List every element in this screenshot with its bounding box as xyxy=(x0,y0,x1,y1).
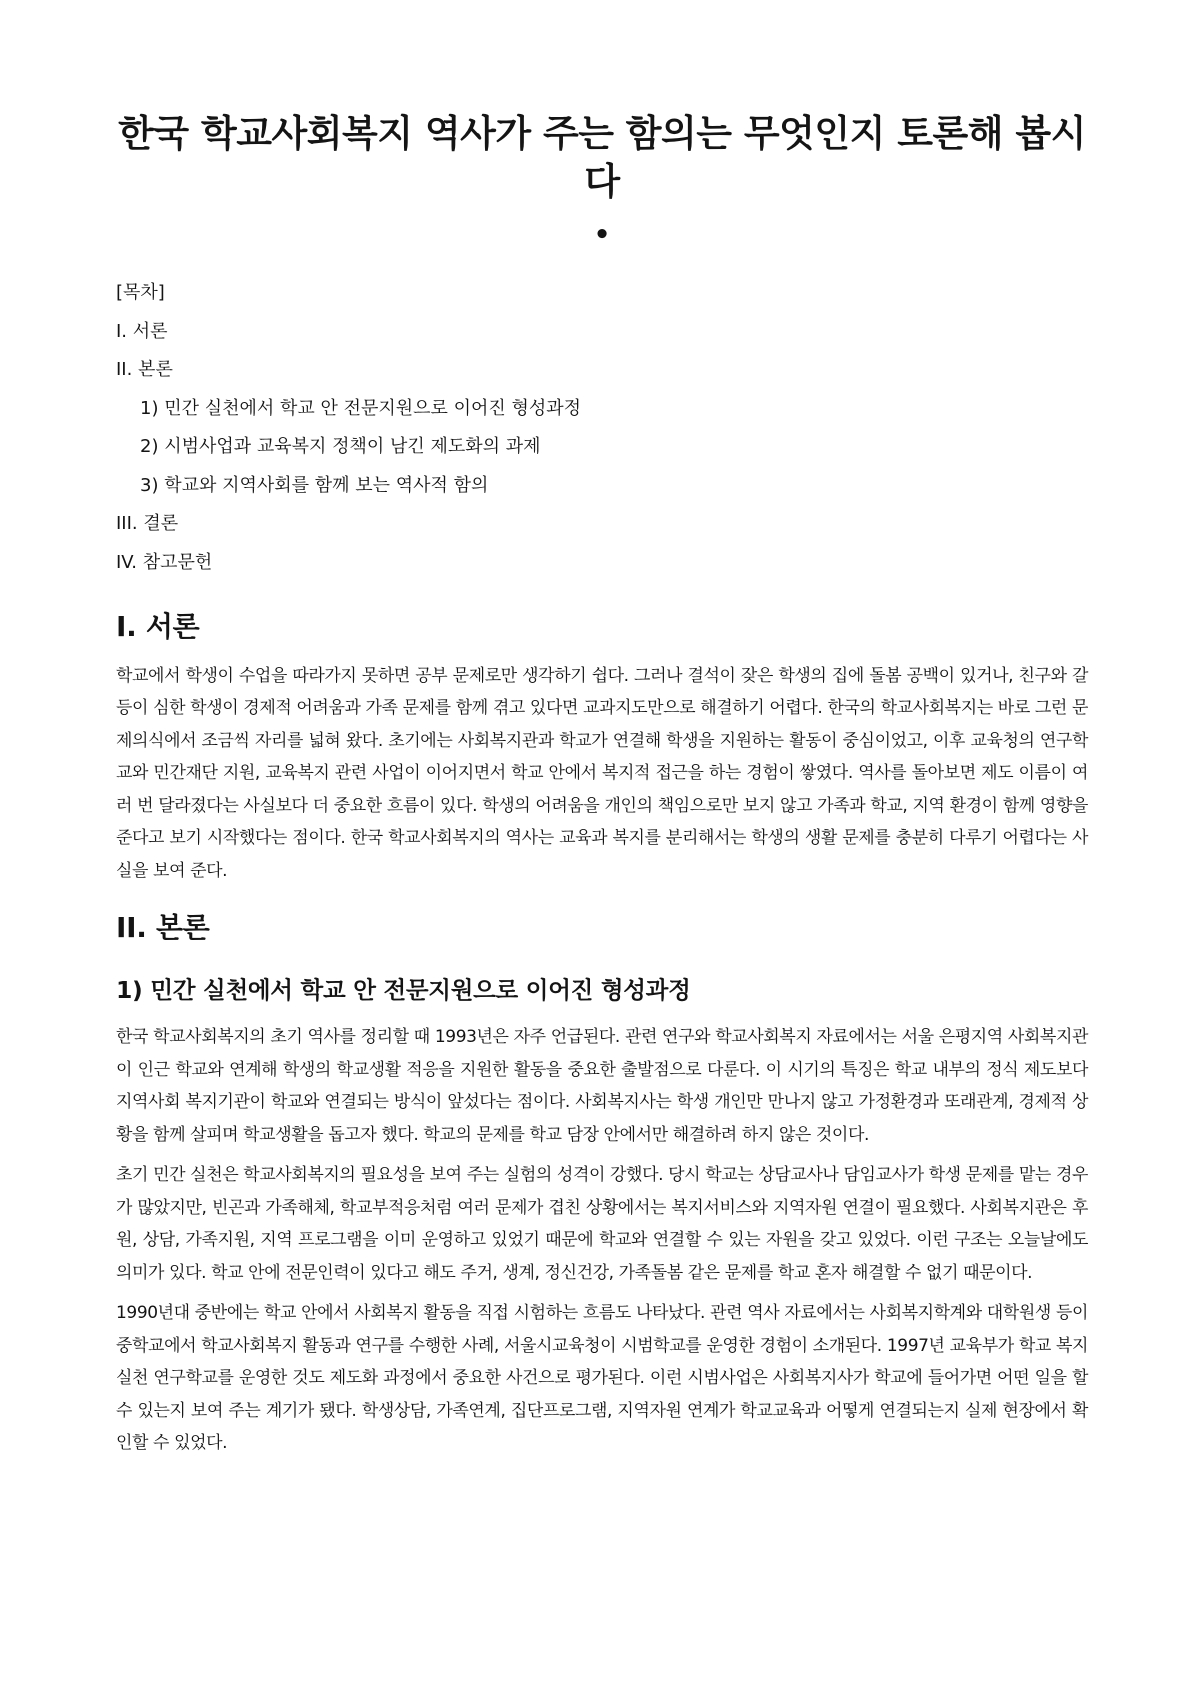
body-subheading-1: 1) 민간 실천에서 학교 안 전문지원으로 이어진 형성과정 xyxy=(116,976,691,1005)
toc-item-introduction: I. 서론 xyxy=(116,320,168,342)
title-bullet-dot: • xyxy=(593,220,611,251)
body-heading: II. 본론 xyxy=(116,911,210,945)
toc-item-body-sub1: 1) 민간 실천에서 학교 안 전문지원으로 이어진 형성과정 xyxy=(140,397,582,419)
toc-header: [목차] xyxy=(116,282,165,304)
introduction-heading: I. 서론 xyxy=(116,610,200,644)
introduction-paragraph: 학교에서 학생이 수업을 따라가지 못하면 공부 문제로만 생각하기 쉽다. 그러나 결석이 잦은 학생의 집에 돌봄 공백이 있거나, 친구와 갈등이 심한 학생이 경제적 어려움과 가족 문제를 함께 겪고 있다면 교과지도만으로 해결하기 어렵다. 한국의 학교사회복지는 바로 그런 문제의식에서 조금씩 자리를 넓혀 왔다. 초기에는 사회복지관과 학교가 연결해 학생을 지원하는 활동이 중심이었고, 이후 교육청의 연구학교와 민간재단 지원, 교육복지 관련 사업이 이어지면서 학교 안에서 복지적 접근을 하는 경험이 쌓였다. 역사를 돌아보면 제도 이름이 여러 번 달라졌다는 사실보다 더 중요한 흐름이 있다. 학생의 어려움을 개인의 책임으로만 보지 않고 가족과 학교, 지역 환경이 함께 영향을 준다고 보기 시작했다는 점이다. 한국 학교사회복지의 역사는 교육과 복지를 분리해서는 학생의 생활 문제를 충분히 다루기 어렵다는 사실을 보여 준다. xyxy=(116,665,1088,881)
table-of-contents xyxy=(116,274,1088,582)
body-paragraph: 한국 학교사회복지의 초기 역사를 정리할 때 1993년은 자주 언급된다. 관련 연구와 학교사회복지 자료에서는 서울 은평지역 사회복지관이 인근 학교와 연계해 학생의 학교생활 적응을 지원한 활동을 중요한 출발점으로 다룬다. 이 시기의 특징은 학교 내부의 정식 제도보다 지역사회 복지기관이 학교와 연결되는 방식이 앞섰다는 점이다. 사회복지사는 학생 개인만 만나지 않고 가정환경과 또래관계, 경제적 상황을 함께 살피며 학교생활을 돕고자 했다. 학교의 문제를 학교 담장 안에서만 해결하려 하지 않은 것이다. xyxy=(116,1027,1088,1145)
body-paragraph: 초기 민간 실천은 학교사회복지의 필요성을 보여 주는 실험의 성격이 강했다. 당시 학교는 상담교사나 담임교사가 학생 문제를 맡는 경우가 많았지만, 빈곤과 가족해체, 학교부적응처럼 여러 문제가 겹친 상황에서는 복지서비스와 지역자원 연결이 필요했다. 사회복지관은 후원, 상담, 가족지원, 지역 프로그램을 이미 운영하고 있었기 때문에 학교와 연결할 수 있는 자원을 갖고 있었다. 이런 구조는 오늘날에도 의미가 있다. 학교 안에 전문인력이 있다고 해도 주거, 생계, 정신건강, 가족돌봄 같은 문제를 학교 혼자 해결할 수 없기 때문이다. xyxy=(116,1165,1088,1283)
body-paragraph: 1990년대 중반에는 학교 안에서 사회복지 활동을 직접 시험하는 흐름도 나타났다. 관련 역사 자료에서는 사회복지학계와 대학원생 등이 중학교에서 학교사회복지 활동과 연구를 수행한 사례, 서울시교육청이 시범학교를 운영한 경험이 소개된다. 1997년 교육부가 학교 복지 실천 연구학교를 운영한 것도 제도화 과정에서 중요한 사건으로 평가된다. 이런 시범사업은 사회복지사가 학교에 들어가면 어떤 일을 할 수 있는지 보여 주는 계기가 됐다. 학생상담, 가족연계, 집단프로그램, 지역자원 연계가 학교교육과 어떻게 연결되는지 실제 현장에서 확인할 수 있었다. xyxy=(116,1303,1088,1453)
toc-item-body-sub2: 2) 시범사업과 교육복지 정책이 남긴 제도화의 과제 xyxy=(140,436,541,458)
toc-item-body-sub3: 3) 학교와 지역사회를 함께 보는 역사적 함의 xyxy=(140,474,489,496)
toc-item-references: IV. 참고문헌 xyxy=(116,551,213,573)
toc-item-body: II. 본론 xyxy=(116,359,173,381)
toc-item-conclusion: III. 결론 xyxy=(116,513,179,535)
document-title: 한국 학교사회복지 역사가 주는 함의는 무엇인지 토론해 봅시다 xyxy=(118,112,1086,204)
